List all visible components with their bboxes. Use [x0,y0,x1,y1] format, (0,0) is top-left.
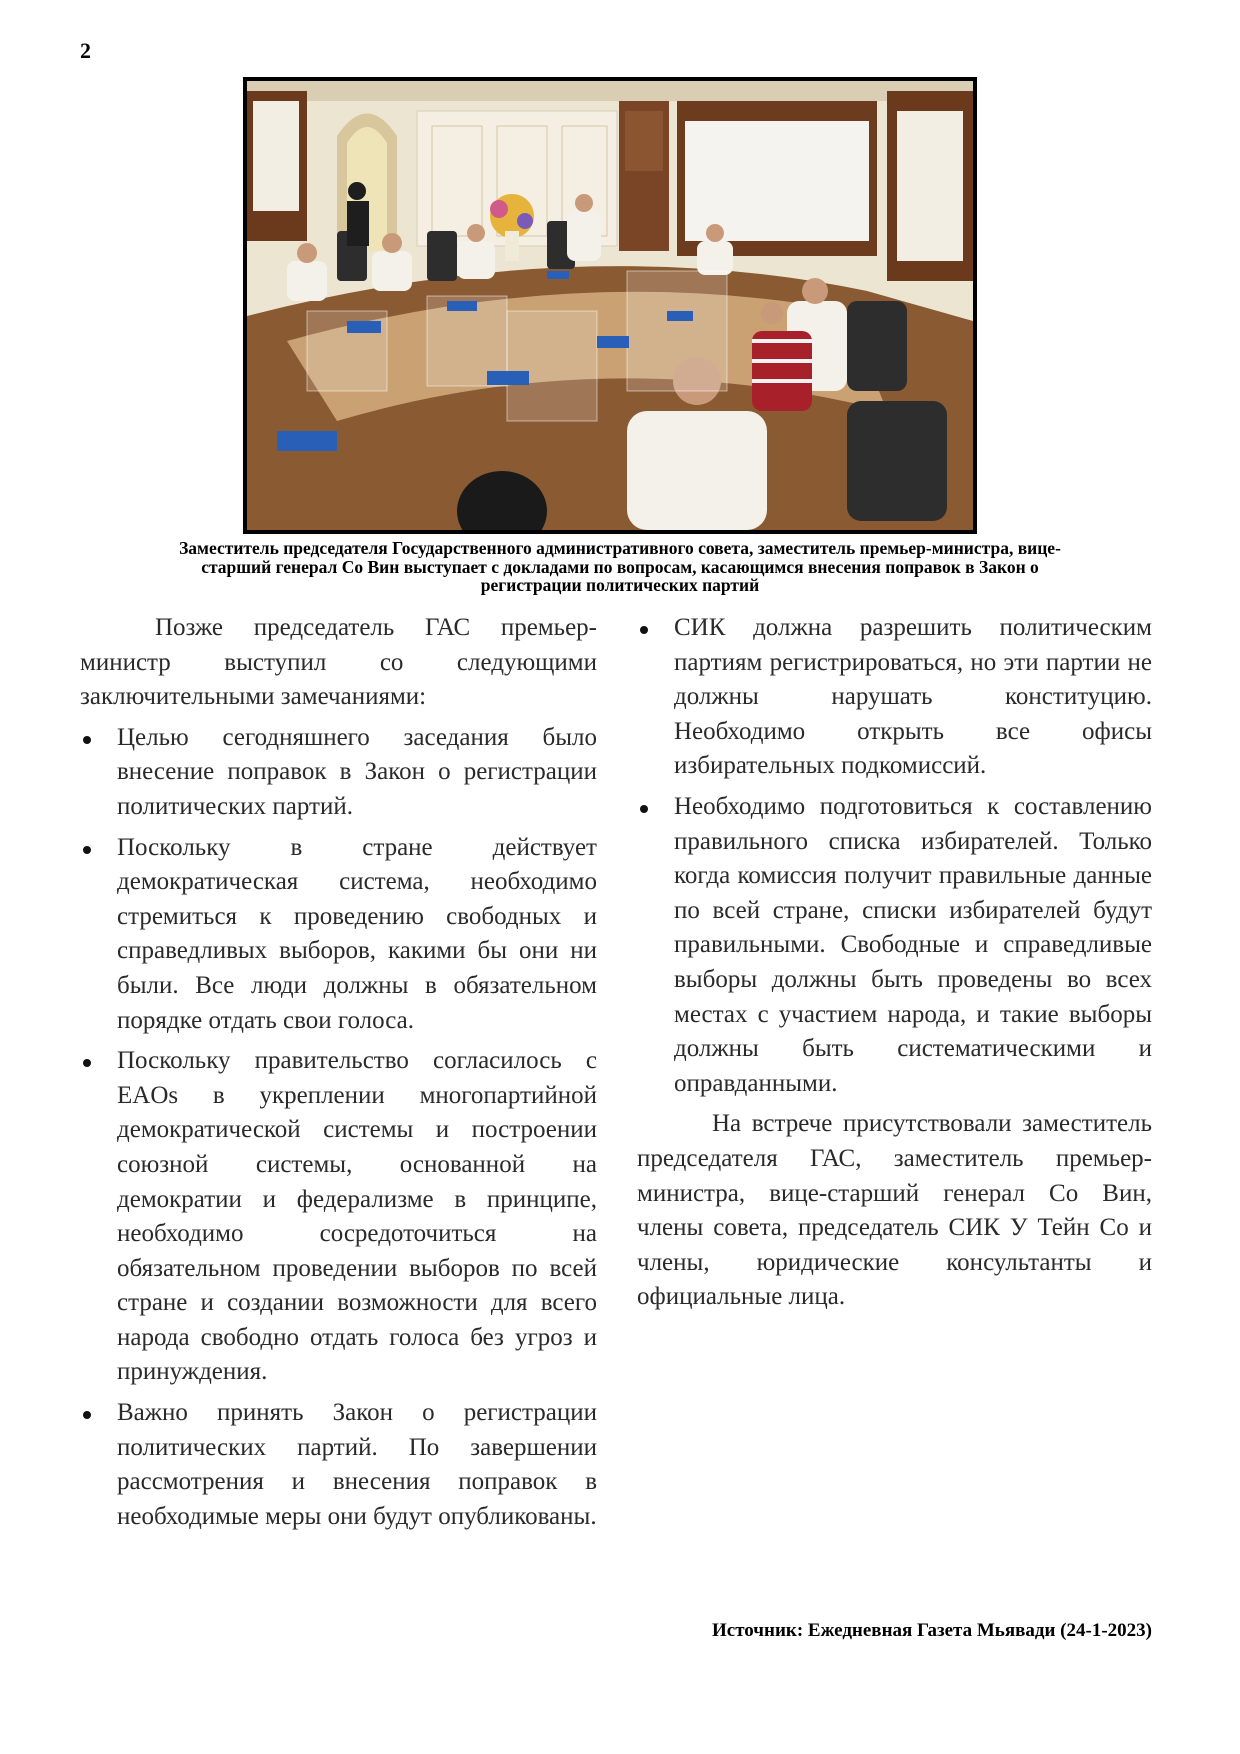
bullet-item: Поскольку в стране действует демократическая система, необходимо стремиться к проведению свободных и справедливых выборов, какими бы они ни были. Все люди должны в обязательном порядке отдать свои голоса. [80,831,597,1039]
page-number: 2 [80,38,91,63]
photo-caption [82,539,1158,595]
article-column-left [80,611,597,1534]
caption-line: регистрации политических партий [480,575,760,595]
caption-line: Заместитель председателя Государственного административного совета, заместитель премьер-министра, вице- [179,538,1061,558]
bullet-list-left [80,721,597,1535]
bullet-item: Поскольку правительство согласилось с EAOs в укреплении многопартийной демократической системы и построении союзной системы, основанной на демократии и федерализме в принципе, необходимо сосредоточиться на обязательном проведении выборов по всей стране и создании возможности для всего народа свободно отдать голоса без угроз и принуждения. [80,1044,597,1390]
source-credit: Источник: Ежедневная Газета Мьявади (24-1-2023) [712,1620,1152,1641]
article-column-right [637,611,1152,1315]
bullet-item: Важно принять Закон о регистрации политических партий. По завершении рассмотрения и внесения поправок в необходимые меры они будут опубликованы. [80,1396,597,1534]
bullet-item: СИК должна разрешить политическим партиям регистрироваться, но эти партии не должны нарушать конституцию. Необходимо открыть все офисы избирательных подкомиссий. [637,611,1152,784]
closing-paragraph: На встрече присутствовали заместитель председателя ГАС, заместитель премьер-министра, вице-старший генерал Со Вин, члены совета, председатель СИК У Тейн Со и члены, юридические консультанты и официальные лица. [637,1110,1152,1311]
bullet-item: Целью сегодняшнего заседания было внесение поправок в Закон о регистрации политических партий. [80,721,597,825]
intro-paragraph: Позже председатель ГАС премьер-министр выступил со следующими заключительными замечаниями: [80,614,597,711]
meeting-photo [243,77,977,534]
bullet-item: Необходимо подготовиться к составлению правильного списка избирателей. Только когда комиссия получит правильные данные по всей стране, списки избирателей будут правильными. Свободные и справедливые выборы должны быть проведены во всех местах с участием народа, и такие выборы должны быть систематическими и оправданными. [637,790,1152,1101]
bullet-list-right [637,611,1152,1101]
caption-line: старший генерал Со Вин выступает с докладами по вопросам, касающимся внесения поправок в Закон о [201,556,1039,577]
